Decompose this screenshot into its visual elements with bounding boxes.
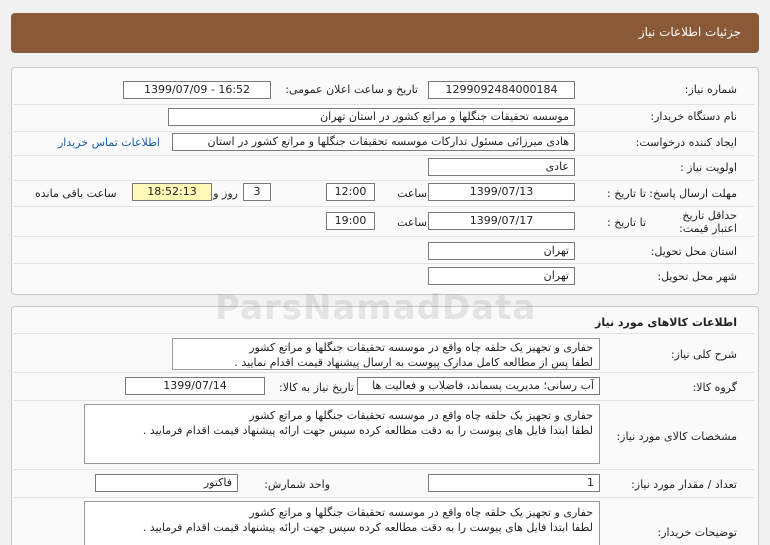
unit-label: واحد شمارش:: [264, 478, 330, 491]
remaining-time-field: 18:52:13: [132, 183, 212, 201]
city-label: شهر محل تحویل:: [657, 270, 737, 283]
validity-time-label: ساعت: [397, 216, 427, 229]
watermark: ParsNamadData: [215, 288, 537, 328]
specs-line-2: لطفا ابتدا فایل های پیوست را به دقت مطالعه کرده سپس جهت ارائه پیشنهاد قیمت اقدام فرمایید .: [142, 424, 593, 437]
goods-section-title: اطلاعات کالاهای مورد نیاز: [595, 316, 737, 329]
need-number-field: 1299092484000184: [428, 81, 575, 99]
need-date-field: 1399/07/14: [125, 377, 265, 395]
buyer-org-label: نام دستگاه خریدار:: [650, 110, 737, 123]
specs-field: [84, 404, 600, 464]
need-info-panel: [11, 67, 759, 295]
quantity-field: 1: [428, 474, 600, 492]
goods-group-field: آب رسانی؛ مدیریت پسماند، فاضلاب و فعالیت ها: [357, 377, 600, 395]
remaining-time-label: ساعت باقی مانده: [35, 187, 117, 200]
deadline-time-field: 12:00: [326, 183, 375, 201]
deadline-days-label: روز و: [213, 187, 238, 200]
buyer-notes-field: [84, 501, 600, 545]
province-label: استان محل تحویل:: [650, 245, 737, 258]
city-field: تهران: [428, 267, 575, 285]
buyer-notes-line-1: حفاری و تجهیز یک حلقه چاه واقع در موسسه تحقیقات جنگلها و مراتع کشور: [249, 506, 593, 519]
description-line-2: لطفا پس از مطالعه کامل مدارک پیوست به ارسال پیشنهاد قیمت اقدام نمایید .: [234, 356, 593, 369]
description-line-1: حفاری و تجهیز یک حلقه چاه واقع در موسسه تحقیقات جنگلها و مراتع کشور: [249, 341, 593, 354]
validity-label: حداقل تاریخ اعتبار قیمت:: [679, 209, 737, 235]
page-title: جزئیات اطلاعات نیاز: [638, 25, 741, 39]
specs-label: مشخصات کالای مورد نیاز:: [616, 430, 737, 443]
buyer-notes-line-2: لطفا ابتدا فایل های پیوست را به دقت مطالعه کرده سپس جهت ارائه پیشنهاد قیمت اقدام فرمایید .: [142, 521, 593, 534]
specs-line-1: حفاری و تجهیز یک حلقه چاه واقع در موسسه تحقیقات جنگلها و مراتع کشور: [249, 409, 593, 422]
need-date-label: تاریخ نیاز به کالا:: [279, 381, 354, 394]
validity-date-field: 1399/07/17: [428, 212, 575, 230]
validity-to-date-label: تا تاریخ :: [607, 216, 646, 229]
priority-label: اولویت نیاز :: [679, 161, 737, 174]
quantity-label: تعداد / مقدار مورد نیاز:: [631, 478, 737, 491]
requester-field: هادی میرزائی مسئول تدارکات موسسه تحقیقات جنگلها و مراتع کشور در استان: [172, 133, 575, 151]
validity-time-field: 19:00: [326, 212, 375, 230]
buyer-contact-link[interactable]: اطلاعات تماس خریدار: [58, 136, 160, 149]
announce-datetime-field: 1399/07/09 - 16:52: [123, 81, 271, 99]
unit-field: فاکتور: [95, 474, 238, 492]
deadline-label: مهلت ارسال پاسخ:: [649, 187, 737, 200]
deadline-time-label: ساعت: [397, 187, 427, 200]
description-field: [172, 338, 600, 370]
deadline-days-field: 3: [243, 183, 271, 201]
page-title-bar: [11, 13, 759, 53]
buyer-notes-label: توضیحات خریدار:: [657, 526, 737, 539]
buyer-org-field: موسسه تحقیقات جنگلها و مراتع کشور در استان تهران: [168, 108, 575, 126]
need-number-label: شماره نیاز:: [684, 83, 737, 96]
priority-field: عادی: [428, 158, 575, 176]
goods-group-label: گروه کالا:: [692, 381, 737, 394]
deadline-date-field: 1399/07/13: [428, 183, 575, 201]
announce-datetime-label: تاریخ و ساعت اعلان عمومی:: [285, 83, 418, 96]
province-field: تهران: [428, 242, 575, 260]
deadline-to-date-label: تا تاریخ :: [607, 187, 646, 200]
description-label: شرح کلی نیاز:: [670, 348, 737, 361]
requester-label: ایجاد کننده درخواست:: [635, 136, 737, 149]
